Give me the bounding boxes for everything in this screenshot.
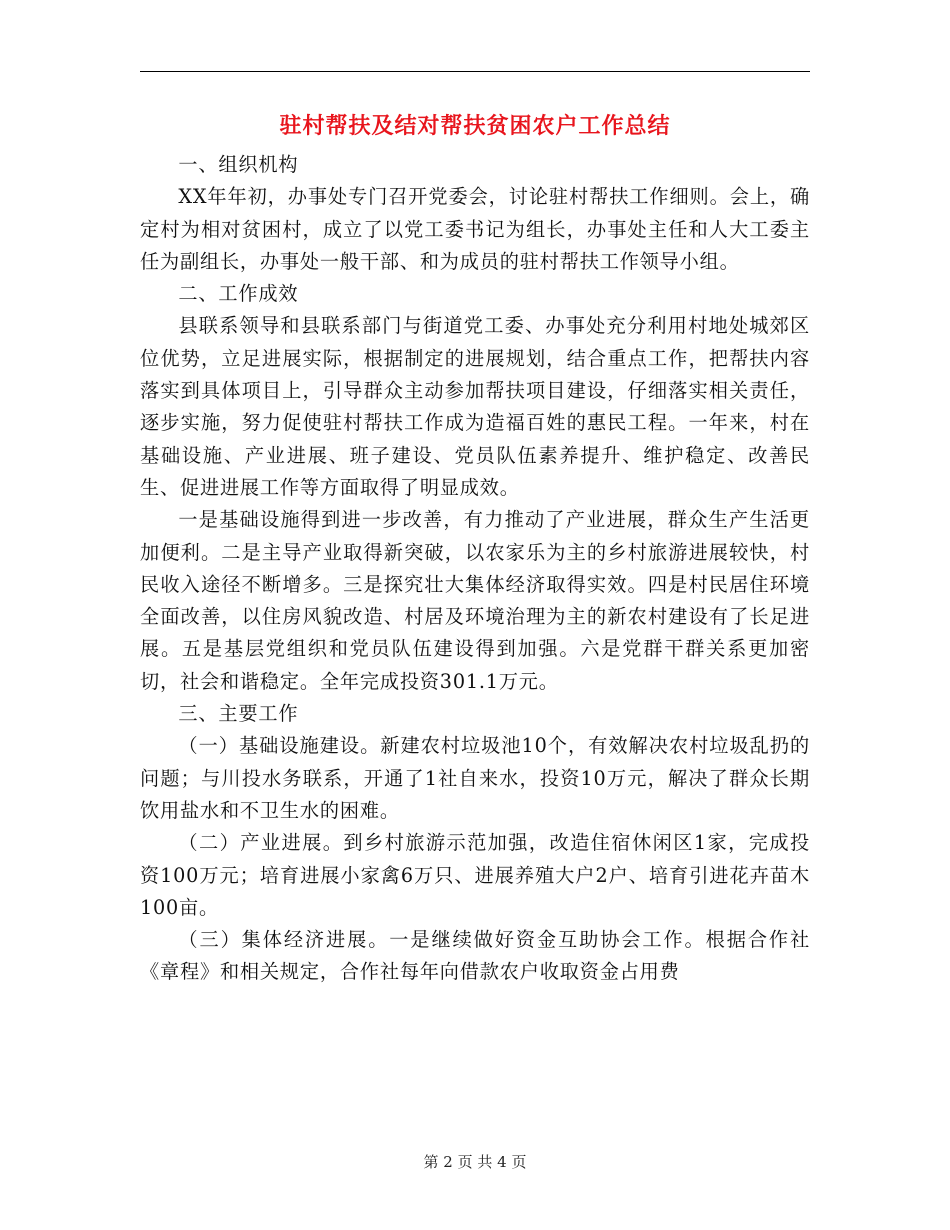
header-rule (140, 71, 810, 72)
paragraph-infrastructure: （一）基础设施建设。新建农村垃圾池10个，有效解决农村垃圾乱扔的问题；与川投水务联系，开通了1社自来水，投资10万元，解决了群众长期饮用盐水和不卫生水的困难。 (140, 734, 810, 822)
document-body (140, 149, 810, 989)
paragraph-collective-economy: （三）集体经济进展。一是继续做好资金互助协会工作。根据合作社《章程》和相关规定，合作社每年向借款农户收取资金占用费 (140, 928, 810, 984)
heading-results: 二、工作成效 (178, 282, 299, 306)
paragraph-industry: （二）产业进展。到乡村旅游示范加强，改造住宿休闲区1家，完成投资100万元；培育进展小家禽6万只、进展养殖大户2户、培育引进花卉苗木100亩。 (140, 831, 810, 919)
heading-main-work: 三、主要工作 (178, 702, 299, 726)
document-title: 驻村帮扶及结对帮扶贫困农户工作总结 (279, 114, 671, 139)
paragraph-organization: XX年年初，办事处专门召开党委会，讨论驻村帮扶工作细则。会上，确定村为相对贫困村，成立了以党工委书记为组长，办事处主任和人大工委主任为副组长，办事处一般干部、和为成员的驻村帮扶工作领导小组。 (140, 185, 810, 273)
heading-organization: 一、组织机构 (178, 153, 299, 176)
paragraph-achievements: 一是基础设施得到进一步改善，有力推动了产业进展，群众生产生活更加便利。二是主导产业取得新突破，以农家乐为主的乡村旅游进展较快，村民收入途径不断增多。三是探究壮大集体经济取得实效。四是村民居住环境全面改善，以住房风貌改造、村居及环境治理为主的新农村建设有了长足进展。五是基层党组织和党员队伍建设得到加强。六是党群干群关系更加密切，社会和谐稳定。全年完成投资301.1万元。 (140, 508, 810, 693)
paragraph-results: 县联系领导和县联系部门与街道党工委、办事处充分利用村地处城郊区位优势，立足进展实际，根据制定的进展规划，结合重点工作，把帮扶内容落实到具体项目上，引导群众主动参加帮扶项目建设，仔细落实相关责任，逐步实施，努力促使驻村帮扶工作成为造福百姓的惠民工程。一年来，村在基础设施、产业进展、班子建设、党员队伍素养提升、维护稳定、改善民生、促进进展工作等方面取得了明显成效。 (140, 314, 810, 499)
page-number: 第 2 页 共 4 页 (423, 1153, 527, 1171)
